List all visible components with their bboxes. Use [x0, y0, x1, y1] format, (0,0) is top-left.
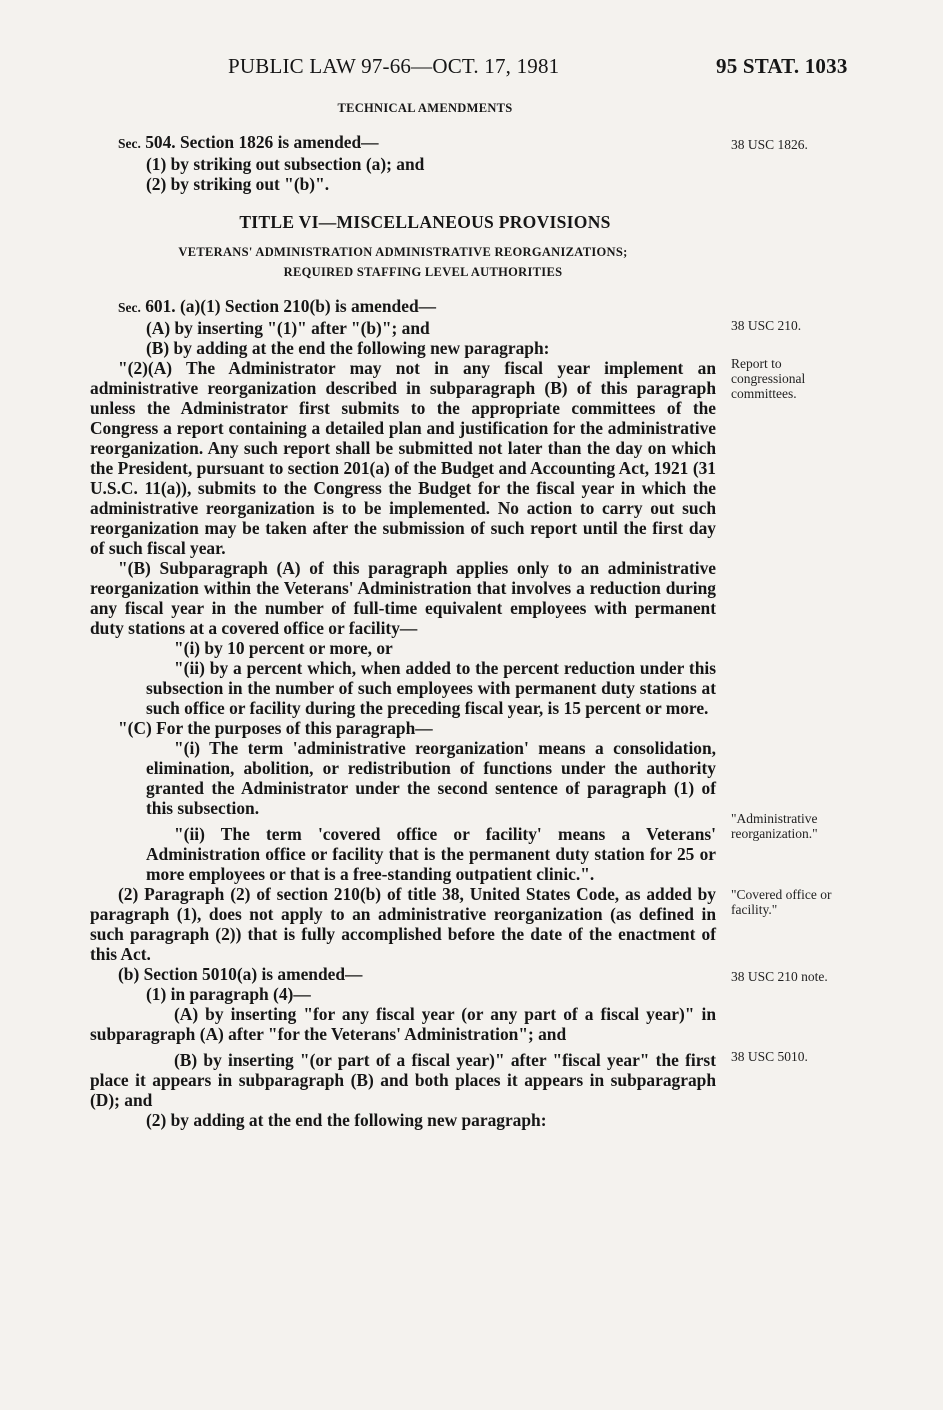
margin-note-38-usc-210-note: 38 USC 210 note. [731, 969, 828, 984]
paragraph-2c-ii: "(ii) The term 'covered office or facility' means a Veterans' Administration office or facility that is the permanent duty station for 25 or more employees or that is a free-standing outpatient clinic.". [146, 824, 716, 884]
sec-504-item-2: (2) by striking out "(b)". [146, 174, 330, 194]
section-heading-technical: TECHNICAL AMENDMENTS [337, 101, 513, 115]
paragraph-b1a: (A) by inserting "for any fiscal year (or any part of a fiscal year)" in subparagraph (A) after "for the Veterans' Administration"; and [90, 1004, 716, 1044]
paragraph-b1b: (B) by inserting "(or part of a fiscal year)" after "fiscal year" the first place it appears in subparagraph (B) and both places it appears in subparagraph (D); and [90, 1050, 716, 1110]
margin-note-38-usc-1826: 38 USC 1826. [731, 137, 808, 152]
margin-note-covered-office: "Covered office or facility." [731, 887, 832, 917]
sec-601-a: (A) by inserting "(1)" after "(b)"; and [146, 318, 430, 338]
paragraph-b2: (2) by adding at the end the following new paragraph: [146, 1110, 547, 1130]
sec-504-intro: Sec. 504. Section 1826 is amended— [118, 132, 379, 152]
title-vi-heading: TITLE VI—MISCELLANEOUS PROVISIONS [239, 212, 611, 232]
sec-601-intro: Sec. 601. (a)(1) Section 210(b) is amended— [118, 296, 437, 316]
sec-601-b: (B) by adding at the end the following new paragraph: [146, 338, 550, 358]
paragraph-2b-ii: "(ii) by a percent which, when added to the percent reduction under this subsection in the number of such employees with permanent duty stations at such office or facility during the preceding fiscal year, is 15 percent or more. [146, 658, 716, 718]
margin-note-38-usc-210: 38 USC 210. [731, 318, 802, 333]
subheading-line-1: VETERANS' ADMINISTRATION ADMINISTRATIVE REORGANIZATIONS; [178, 245, 628, 259]
running-header-law: PUBLIC LAW 97-66—OCT. 17, 1981 [228, 54, 560, 78]
paragraph-2b-i: "(i) by 10 percent or more, or [174, 638, 393, 658]
margin-note-administrative-reorganization: "Administrative reorganization." [731, 811, 818, 841]
paragraph-2c-i: "(i) The term 'administrative reorganization' means a consolidation, elimination, abolition, or redistribution of functions under the authority granted the Administrator under the second sentence of paragraph (1) of this subsection. [146, 738, 716, 818]
paragraph-b: (b) Section 5010(a) is amended— [118, 964, 363, 984]
margin-note-38-usc-5010: 38 USC 5010. [731, 1049, 808, 1064]
paragraph-a2: (2) Paragraph (2) of section 210(b) of title 38, United States Code, as added by paragraph (1), does not apply to an administrative reorganization (as defined in such paragraph (2)) that is fully accomplished before the date of the enactment of this Act. [90, 884, 716, 964]
paragraph-2b: "(B) Subparagraph (A) of this paragraph applies only to an administrative reorganization within the Veterans' Administration that involves a reduction during any fiscal year in the number of full-time equivalent employees with permanent duty stations at a covered office or facility— [90, 558, 716, 638]
margin-note-report: Report to congressional committees. [731, 356, 806, 401]
running-header-stat: 95 STAT. 1033 [716, 54, 848, 78]
sec-label: Sec. [118, 136, 141, 151]
sec-label: Sec. [118, 300, 141, 315]
paragraph-2a: "(2)(A) The Administrator may not in any fiscal year implement an administrative reorganization described in subparagraph (B) of this paragraph unless the Administrator first submits to the appropriate committees of the Congress a report containing a detailed plan and justification for the administrative reorganization. Any such report shall be submitted not later than the day on which the President, pursuant to section 201(a) of the Budget and Accounting Act, 1921 (31 U.S.C. 11(a)), submits to the Congress the Budget for the fiscal year in which the administrative reorganization is to be implemented. No action to carry out such reorganization may be taken after the submission of such report until the first day of such fiscal year. [90, 358, 716, 558]
subheading-line-2: REQUIRED STAFFING LEVEL AUTHORITIES [283, 265, 563, 279]
main-text-column [90, 98, 716, 1130]
sec-504-item-1: (1) by striking out subsection (a); and [146, 154, 425, 174]
paragraph-2c: "(C) For the purposes of this paragraph— [118, 718, 433, 738]
paragraph-b1: (1) in paragraph (4)— [146, 984, 311, 1004]
